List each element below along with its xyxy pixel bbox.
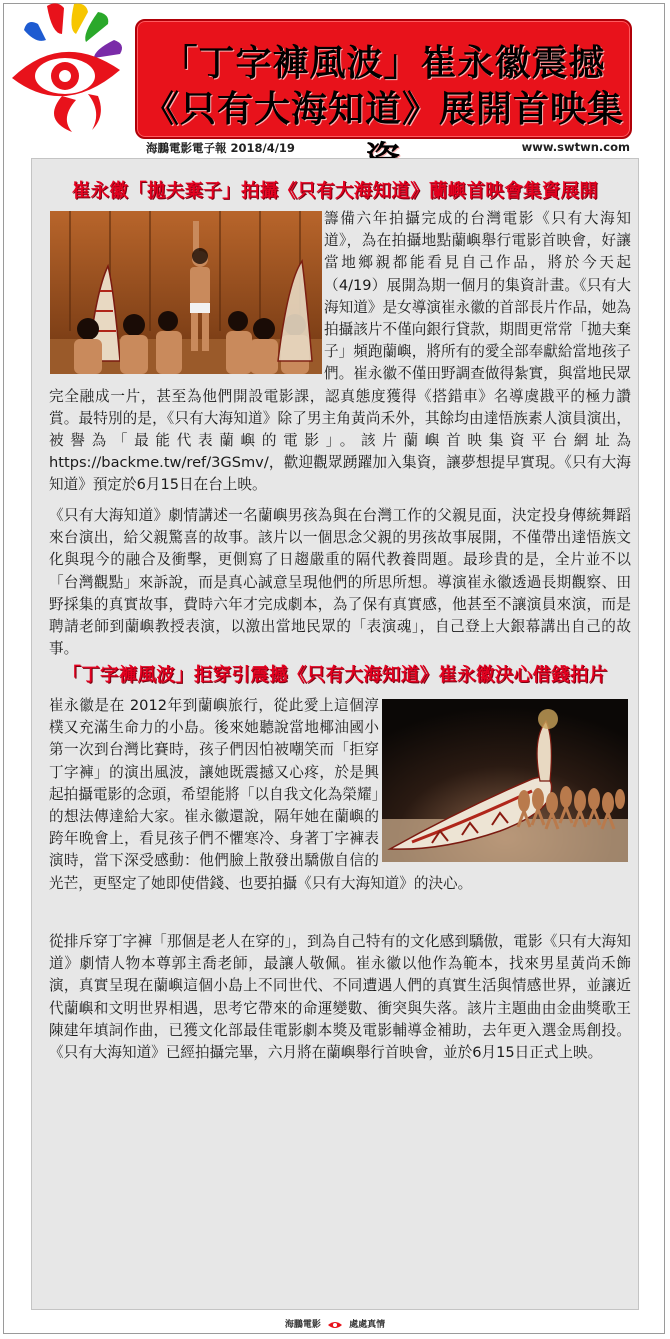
section2-paragraph1: 崔永徽是在 2012年到蘭嶼旅行，從此愛上這個淳樸又充滿生命力的小島。後來她聽說當地椰油國小第一次到台灣比賽時，孩子們因怕被嘲笑而「拒穿丁字褲」的演出風波，讓她既震撼又心疼，於是興起拍攝電影的念頭，希望能將「以自我文化為榮耀」的想法傳達給大家。崔永徽還說，隔年她在蘭嶼的跨年晚會上，看見孩子們不懼寒冷、身著丁字褲表演時，當下深受感動：他們臉上散發出驕傲自信的光芒，更堅定了她即使借錢、也要拍攝《只有大海知道》的決心。 [49,697,473,892]
section2-paragraph1-block [49,695,631,895]
title-banner [135,19,632,139]
title-line-2: 《只有大海知道》展開首映集 [142,89,624,130]
rainbow-eye-logo-icon [2,0,142,135]
section1-paragraph1: 籌備六年拍攝完成的台灣電影《只有大海知道》，為在拍攝地點蘭嶼舉行電影首映會，好讓當地鄉親都能看見自己作品，將於今天起（4/19）展開為期一個月的集資計畫。《只有大海知道》是女導演崔永徽的首部長片作品，她為拍攝該片不僅向銀行貸款，期間更常常「拋夫棄子」頻跑蘭嶼，將所有的愛全部奉獻給當地孩子們。崔永徽不僅田野調查做得紮實，與當地民眾完全融成一片，甚至為他們開設電影課，認真態度獲得《搭錯車》名導虞戡平的極力讚賞。最特別的是，《只有大海知道》除了男主角黃尚禾外，其餘均由達悟族素人演員演出，被譽為「最能代表蘭嶼的電影」。該片蘭嶼首映集資平台網址為https://backme.tw/ref/3GSmv/，歡迎觀眾踴躍加入集資，讓夢想提早實現。《只有大海知道》預定於6月15日在台上映。 [49,210,631,494]
footer [0,1317,670,1331]
mini-eye-logo-icon [327,1319,343,1331]
section1-paragraph1-block [49,208,631,497]
section2-heading: 「丁字褲風波」拒穿引震撼《只有大海知道》崔永徽決心借錢拍片 [62,665,608,686]
section1-heading: 崔永徽「拋夫棄子」拍攝《只有大海知道》蘭嶼首映會集資展開 [71,181,599,202]
footer-right-text: 處處真情 [349,1320,386,1330]
website-link[interactable]: www.swtwn.com [521,140,630,154]
section1-paragraph2: 《只有大海知道》劇情講述一名蘭嶼男孩為與在台灣工作的父親見面，決定投身傳統舞蹈來台演出，給父親驚喜的故事。該片以一個思念父親的男孩故事展開，不僅帶出達悟族文化與現今的融合及衝擊，更側寫了日趨嚴重的隔代教養問題。最珍貴的是，全片並不以「台灣觀點」來訴說，而是真心誠意呈現他們的所思所想。導演崔永徽透過長期觀察、田野採集的真實故事，費時六年才完成劇本，為了保有真實感，他甚至不讓演員來演，而是聘請老師到蘭嶼教授表演，以激出當地民眾的「表演魂」，自己登上大銀幕講出自己的故事。 [49,507,631,658]
title-line-1: 「丁字褲風波」崔永徽震撼 [161,43,606,84]
footer-left-text: 海鵬電影 [284,1320,321,1330]
publication-date: 海鵬電影電子報 2018/4/19 [146,141,295,155]
section2-paragraph2: 從排斥穿丁字褲「那個是老人在穿的」，到為自己特有的文化感到驕傲，電影《只有大海知道》劇情人物本尊郭主喬老師，最讓人敬佩。崔永徽以他作為範本，找來男星黃尚禾飾演，真實呈現在蘭嶼這個小島上不同世代、不同遭遇人們的真實生活與情感世界，並讓近代蘭嶼和文明世界相遇，思考它帶來的命運變數、衝突與失落。該片主題曲由金曲獎歌王陳建年填詞作曲，已獲文化部最佳電影劇本獎及電影輔導金補助，去年更入選金馬創投。《只有大海知道》已經拍攝完畢，六月將在蘭嶼舉行首映會，並於6月15日正式上映。 [49,933,631,1062]
article-panel [31,158,639,1310]
